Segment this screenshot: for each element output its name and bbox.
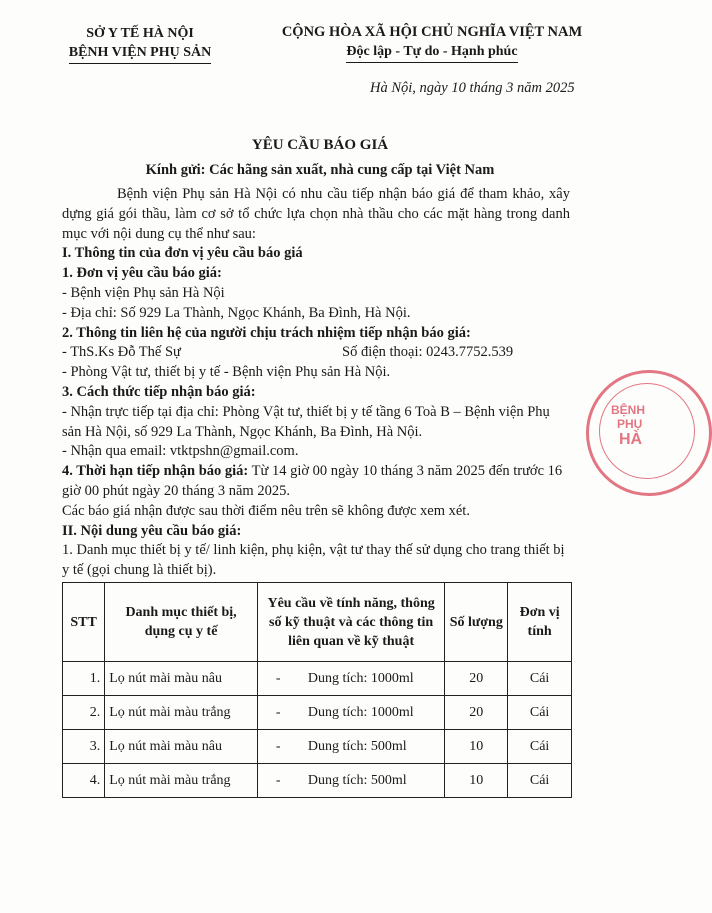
national-motto: Độc lập - Tự do - Hạnh phúc — [346, 42, 517, 63]
seal-text — [611, 403, 645, 431]
document-title: YÊU CẦU BÁO GIÁ — [251, 137, 389, 153]
row-item-name: Lọ nút mài màu nâu — [105, 730, 258, 764]
header-item-name: Danh mục thiết bị, dụng cụ y tế — [105, 583, 258, 662]
deadline-paragraph — [62, 462, 570, 502]
intro-paragraph: Bệnh viện Phụ sản Hà Nội có nhu cầu tiếp nhận báo giá để tham khảo, xây dựng giá gói thầu, làm cơ sở tổ chức lựa chọn nhà thầu cho các mặt hàng trong danh mục với nội dung cụ thể như sau: — [62, 186, 570, 242]
document-body — [62, 185, 570, 581]
row-stt: 2. — [63, 696, 105, 730]
header-stt: STT — [63, 583, 105, 662]
org-line-1: SỞ Y TẾ HÀ NỘI — [86, 26, 194, 41]
row-unit: Cái — [508, 696, 572, 730]
section-1-heading: I. Thông tin của đơn vị yêu cầu báo giá — [62, 245, 303, 262]
row-specification: - Dung tích: 500ml — [257, 764, 444, 798]
direct-delivery-address: - Nhận trực tiếp tại địa chỉ: Phòng Vật tư, thiết bị y tế tầng 6 Toà B – Bệnh viện Phụ sản Hà Nội, số 929 La Thành, Ngọc Khánh, Ba Đình, Hà Nội. — [62, 403, 550, 440]
requesting-address: - Địa chỉ: Số 929 La Thành, Ngọc Khánh, Ba Đình, Hà Nội. — [62, 304, 411, 321]
row-specification: - Dung tích: 1000ml — [257, 696, 444, 730]
row-item-name: Lọ nút mài màu trắng — [105, 764, 258, 798]
header-specification: Yêu cầu về tính năng, thông số kỹ thuật và các thông tin liên quan về kỹ thuật — [257, 583, 444, 662]
subsection-2-heading: 2. Thông tin liên hệ của người chịu trách nhiệm tiếp nhận báo giá: — [62, 324, 471, 341]
row-spec-text: Dung tích: 1000ml — [307, 704, 414, 720]
row-quantity: 20 — [445, 662, 508, 696]
equipment-list-intro: 1. Danh mục thiết bị y tế/ linh kiện, phụ kiện, vật tư thay thế sử dụng cho trang thiết bị y tế (gọi chung là thiết bị). — [62, 542, 565, 579]
equipment-table — [62, 582, 572, 798]
row-stt: 3. — [63, 730, 105, 764]
contact-row — [62, 343, 570, 363]
seal-inner-ring — [599, 383, 695, 479]
issuing-organization — [55, 24, 225, 64]
national-header — [262, 22, 602, 63]
row-unit: Cái — [508, 764, 572, 798]
subsection-3-heading: 3. Cách thức tiếp nhận báo giá: — [62, 383, 256, 400]
subsection-1-heading: 1. Đơn vị yêu cầu báo giá: — [62, 265, 222, 282]
table-header-row — [63, 583, 572, 662]
subsection-4-heading: 4. Thời hạn tiếp nhận báo giá: — [62, 463, 249, 480]
table-row — [63, 696, 572, 730]
row-specification: - Dung tích: 1000ml — [257, 662, 444, 696]
header-quantity: Số lượng — [445, 583, 508, 662]
addressee: Kính gửi: Các hãng sản xuất, nhà cung cấp tại Việt Nam — [145, 162, 495, 178]
table-row — [63, 730, 572, 764]
header-unit: Đơn vị tính — [508, 583, 572, 662]
row-quantity: 10 — [445, 764, 508, 798]
hospital-seal-stamp — [586, 370, 712, 496]
seal-line-2: PHỤ — [617, 417, 643, 431]
contact-person: - ThS.Ks Đỗ Thế Sự — [62, 344, 181, 361]
row-quantity: 20 — [445, 696, 508, 730]
email-delivery: - Nhận qua email: vtktpshn@gmail.com. — [62, 443, 299, 460]
deadline-text: Từ 14 giờ 00 ngày 10 tháng 3 năm 2025 đến trước 16 giờ 00 phút ngày 20 tháng 3 năm 2025. — [62, 463, 563, 499]
requesting-unit: - Bệnh viện Phụ sản Hà Nội — [62, 284, 225, 301]
row-item-name: Lọ nút mài màu nâu — [105, 662, 258, 696]
table-row — [63, 662, 572, 696]
row-unit: Cái — [508, 730, 572, 764]
contact-department: - Phòng Vật tư, thiết bị y tế - Bệnh viện Phụ sản Hà Nội. — [62, 364, 391, 381]
row-specification: - Dung tích: 500ml — [257, 730, 444, 764]
row-stt: 1. — [63, 662, 105, 696]
row-unit: Cái — [508, 662, 572, 696]
contact-phone: Số điện thoại: 0243.7752.539 — [342, 344, 514, 361]
seal-line-1: BỆNH — [611, 403, 646, 417]
row-spec-text: Dung tích: 500ml — [307, 772, 407, 788]
row-spec-text: Dung tích: 500ml — [307, 738, 407, 754]
row-stt: 4. — [63, 764, 105, 798]
row-item-name: Lọ nút mài màu trắng — [105, 696, 258, 730]
seal-line-3: HÀ — [619, 431, 643, 448]
deadline-note: Các báo giá nhận được sau thời điểm nêu trên sẽ không được xem xét. — [62, 502, 470, 519]
document-date: Hà Nội, ngày 10 tháng 3 năm 2025 — [370, 80, 575, 96]
org-line-2: BỆNH VIỆN PHỤ SẢN — [69, 43, 212, 64]
row-quantity: 10 — [445, 730, 508, 764]
row-spec-text: Dung tích: 1000ml — [307, 670, 414, 686]
nation-title: CỘNG HÒA XÃ HỘI CHỦ NGHĨA VIỆT NAM — [281, 24, 583, 40]
table-row — [63, 764, 572, 798]
section-2-heading: II. Nội dung yêu cầu báo giá: — [62, 522, 242, 539]
